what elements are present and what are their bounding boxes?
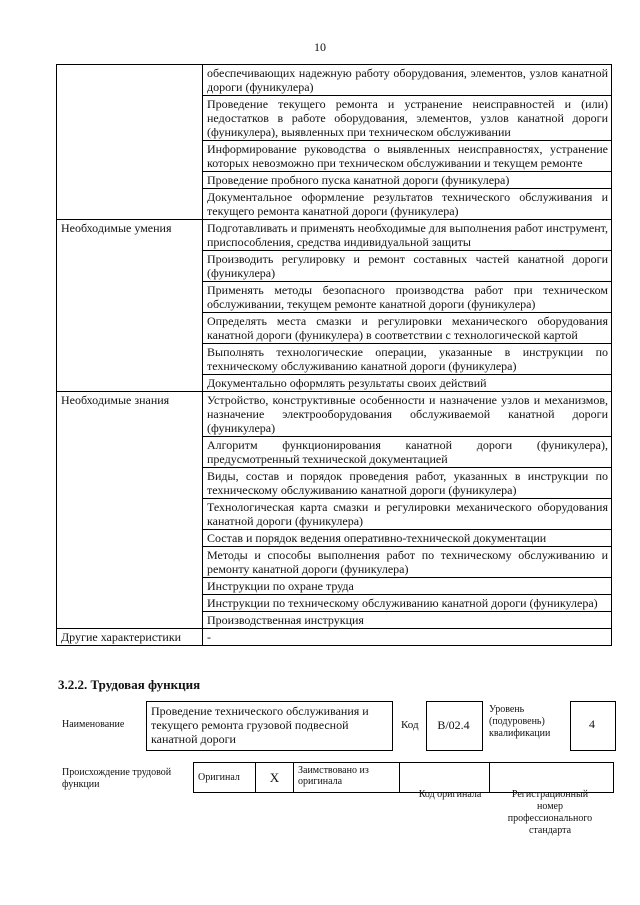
requirement-item: Проведение пробного пуска канатной дороги (фуникулера) [203,172,612,189]
table-row [57,65,612,96]
row-label: Необходимые умения [57,220,203,392]
requirement-item: Определять места смазки и регулировки механического оборудования канатной дороги (фуникулера) в соответствии с технологической картой [203,313,612,344]
requirement-item: Технологическая карта смазки и регулировки механического оборудования канатной дороги (фуникулера) [203,499,612,530]
row-label [57,65,203,220]
code-caption: Код оригинала [418,789,482,800]
reg-caption: Регистрационный номер профессионального стандарта [507,789,593,836]
requirement-item: Алгоритм функционирования канатной дороги (фуникулера), предусмотренный технической документацией [203,437,612,468]
requirement-item: Выполнять технологические операции, указанные в инструкции по техническому обслуживанию канатной дороги (фуникулера) [203,344,612,375]
requirement-item: Применять методы безопасного производства работ при техническом обслуживании, текущем ремонте канатной дороги (фуникулера) [203,282,612,313]
requirement-item: Проведение текущего ремонта и устранение неисправностей и (или) недостатков в работе оборудования, элементов, узлов канатной дороги (фуникулера), выявленных при техническом обслуживании [203,96,612,141]
table-row [57,629,612,646]
level-label: Уровень (подуровень) квалификации [489,704,551,739]
row-label: Другие характеристики [57,629,203,646]
requirement-item: Виды, состав и порядок проведения работ, указанных в инструкции по техническому обслуживанию канатной дороги (фуникулера) [203,468,612,499]
requirement-item: Информирование руководства о выявленных неисправностях, устранение которых невозможно при техническом обслуживании и текущем ремонте [203,141,612,172]
name-value: Проведение технического обслуживания и текущего ремонта грузовой подвесной канатной дороги [151,704,369,746]
reg-number-cell [490,763,614,793]
original-code-cell [400,763,490,793]
requirements-table [56,64,612,646]
requirement-item: Производить регулировку и ремонт составных частей канатной дороги (фуникулера) [203,251,612,282]
requirement-item: Состав и порядок ведения оперативно-технической документации [203,530,612,547]
requirement-item: Документально оформлять результаты своих действий [203,375,612,392]
code-label: Код [401,719,419,731]
row-label: Необходимые знания [57,392,203,629]
requirement-item: Подготавливать и применять необходимые для выполнения работ инструмент, приспособления, средства индивидуальной защиты [203,220,612,251]
code-value: B/02.4 [437,718,470,732]
original-cell: Оригинал [194,763,256,793]
level-value: 4 [589,717,595,731]
requirement-item: Методы и способы выполнения работ по техническому обслуживанию и ремонту канатной дороги (фуникулера) [203,547,612,578]
borrowed-cell: Заимствовано из оригинала [294,763,400,793]
requirement-item: Производственная инструкция [203,612,612,629]
name-label: Наименование [62,719,125,730]
origin-label: Происхождение трудовой функции [62,767,172,790]
table-row [57,220,612,251]
section-heading: 3.2.2. Трудовая функция [58,677,201,692]
original-mark: X [256,763,294,793]
requirement-item: Устройство, конструктивные особенности и назначение узлов и механизмов, назначение электрооборудования обслуживаемой канатной дороги (фуникулера) [203,392,612,437]
requirement-item: Инструкции по охране труда [203,578,612,595]
page-number: 10 [314,40,326,54]
requirement-item: обеспечивающих надежную работу оборудования, элементов, узлов канатной дороги (фуникулера) [203,65,612,96]
requirement-item: - [203,629,612,646]
requirement-item: Инструкции по техническому обслуживанию канатной дороги (фуникулера) [203,595,612,612]
table-row [57,392,612,437]
requirement-item: Документальное оформление результатов технического обслуживания и текущего ремонта канатной дороги (фуникулера) [203,189,612,220]
